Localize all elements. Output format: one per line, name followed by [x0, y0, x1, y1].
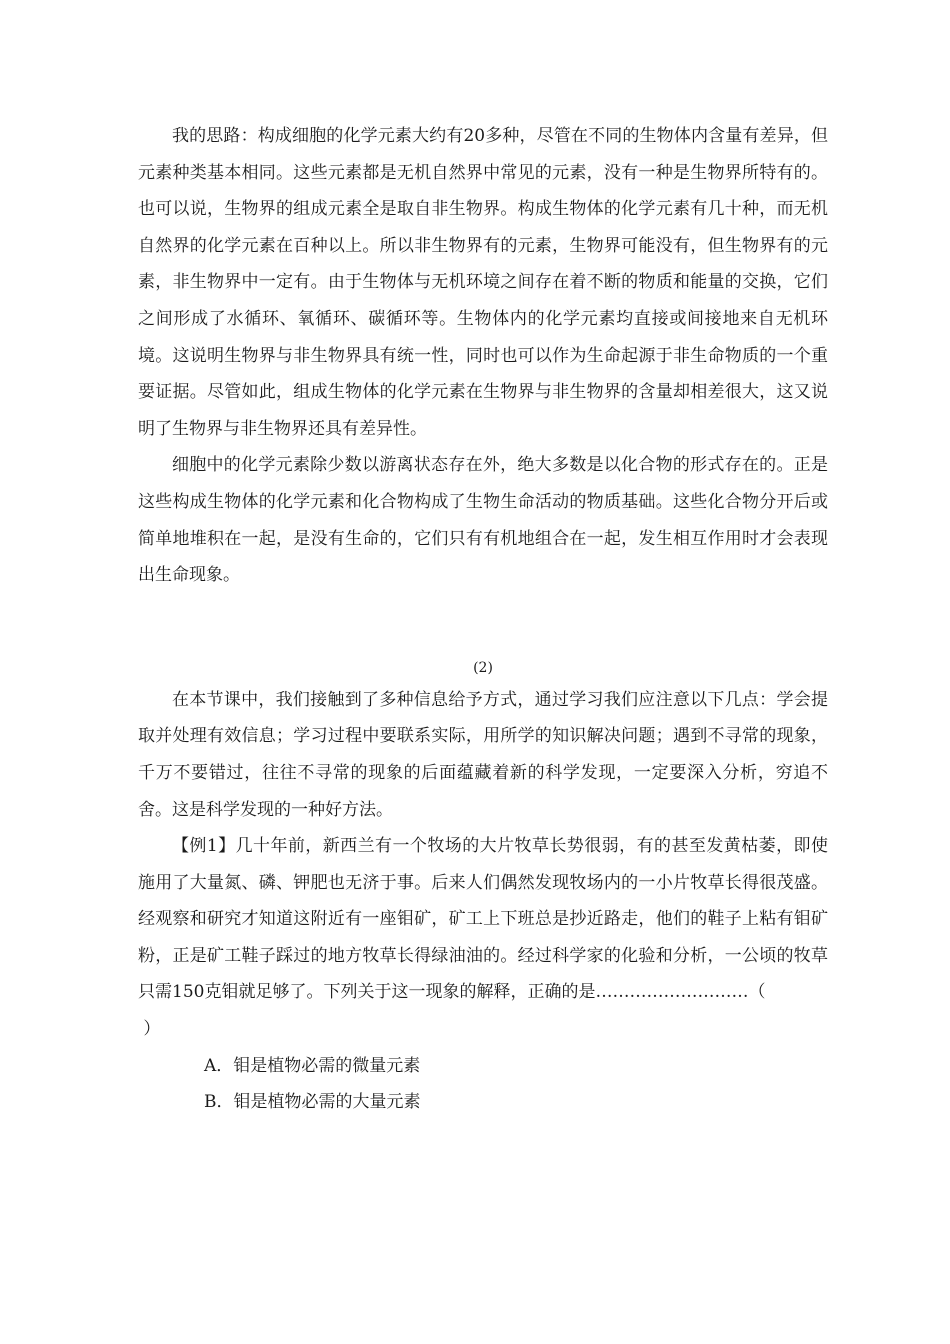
lesson-summary-paragraph: 在本节课中，我们接触到了多种信息给予方式，通过学习我们应注意以下几点：学会提取并处理有效信息；学习过程中要联系实际，用所学的知识解决问题；遇到不寻常的现象，千万不要错过，往往不寻常的现象的后面蕴藏着新的科学发现，一定要深入分析，穷追不舍。这是科学发现的一种好方法。	[138, 689, 828, 820]
section-number: (2)	[473, 659, 493, 676]
example-question-close	[138, 1011, 828, 1048]
compounds-paragraph: 细胞中的化学元素除少数以游离状态存在外，绝大多数是以化合物的形式存在的。正是这些构成生物体的化学元素和化合物构成了生物生命活动的物质基础。这些化合物分开后或简单地堆积在一起，是没有生命的，它们只有有机地组合在一起，发生相互作用时才会表现出生命现象。	[138, 455, 828, 586]
section-gap	[138, 594, 828, 654]
example-paren-close: ）	[143, 1019, 161, 1040]
option-a: A．钼是植物必需的微量元素	[204, 1055, 421, 1076]
thinking-paragraph: 我的思路：构成细胞的化学元素大约有20多种，尽管在不同的生物体内含量有差异，但元素种类基本相同。这些元素都是无机自然界中常见的元素，没有一种是生物界所特有的。也可以说，生物界的组成元素全是取自非生物界。构成生物体的化学元素有几十种，而无机自然界的化学元素在百种以上。所以非生物界有的元素，生物界可能没有，但生物界有的元素，非生物界中一定有。由于生物体与无机环境之间存在着不断的物质和能量的交换，它们之间形成了水循环、氧循环、碳循环等。生物体内的化学元素均直接或间接地来自无机环境。这说明生物界与非生物界具有统一性，同时也可以作为生命起源于非生命物质的一个重要证据。尽管如此，组成生物体的化学元素在生物界与非生物界的含量却相差很大，这又说明了生物界与非生物界还具有差异性。	[138, 126, 828, 439]
option-b: B．钼是植物必需的大量元素	[204, 1092, 421, 1113]
example-question: 【例1】几十年前，新西兰有一个牧场的大片牧草长势很弱，有的甚至发黄枯萎，即使施用了大量氮、磷、钾肥也无济于事。后来人们偶然发现牧场内的一小片牧草长得很茂盛。经观察和研究才知道这附近有一座钼矿，矿工上下班总是抄近路走，他们的鞋子上粘有钼矿粉，正是矿工鞋子踩过的地方牧草长得绿油油的。经过科学家的化验和分析，一公顷的牧草只需150克钼就足够了。下列关于这一现象的解释，正确的是………………………（	[138, 836, 828, 1003]
document-page	[138, 118, 828, 1121]
